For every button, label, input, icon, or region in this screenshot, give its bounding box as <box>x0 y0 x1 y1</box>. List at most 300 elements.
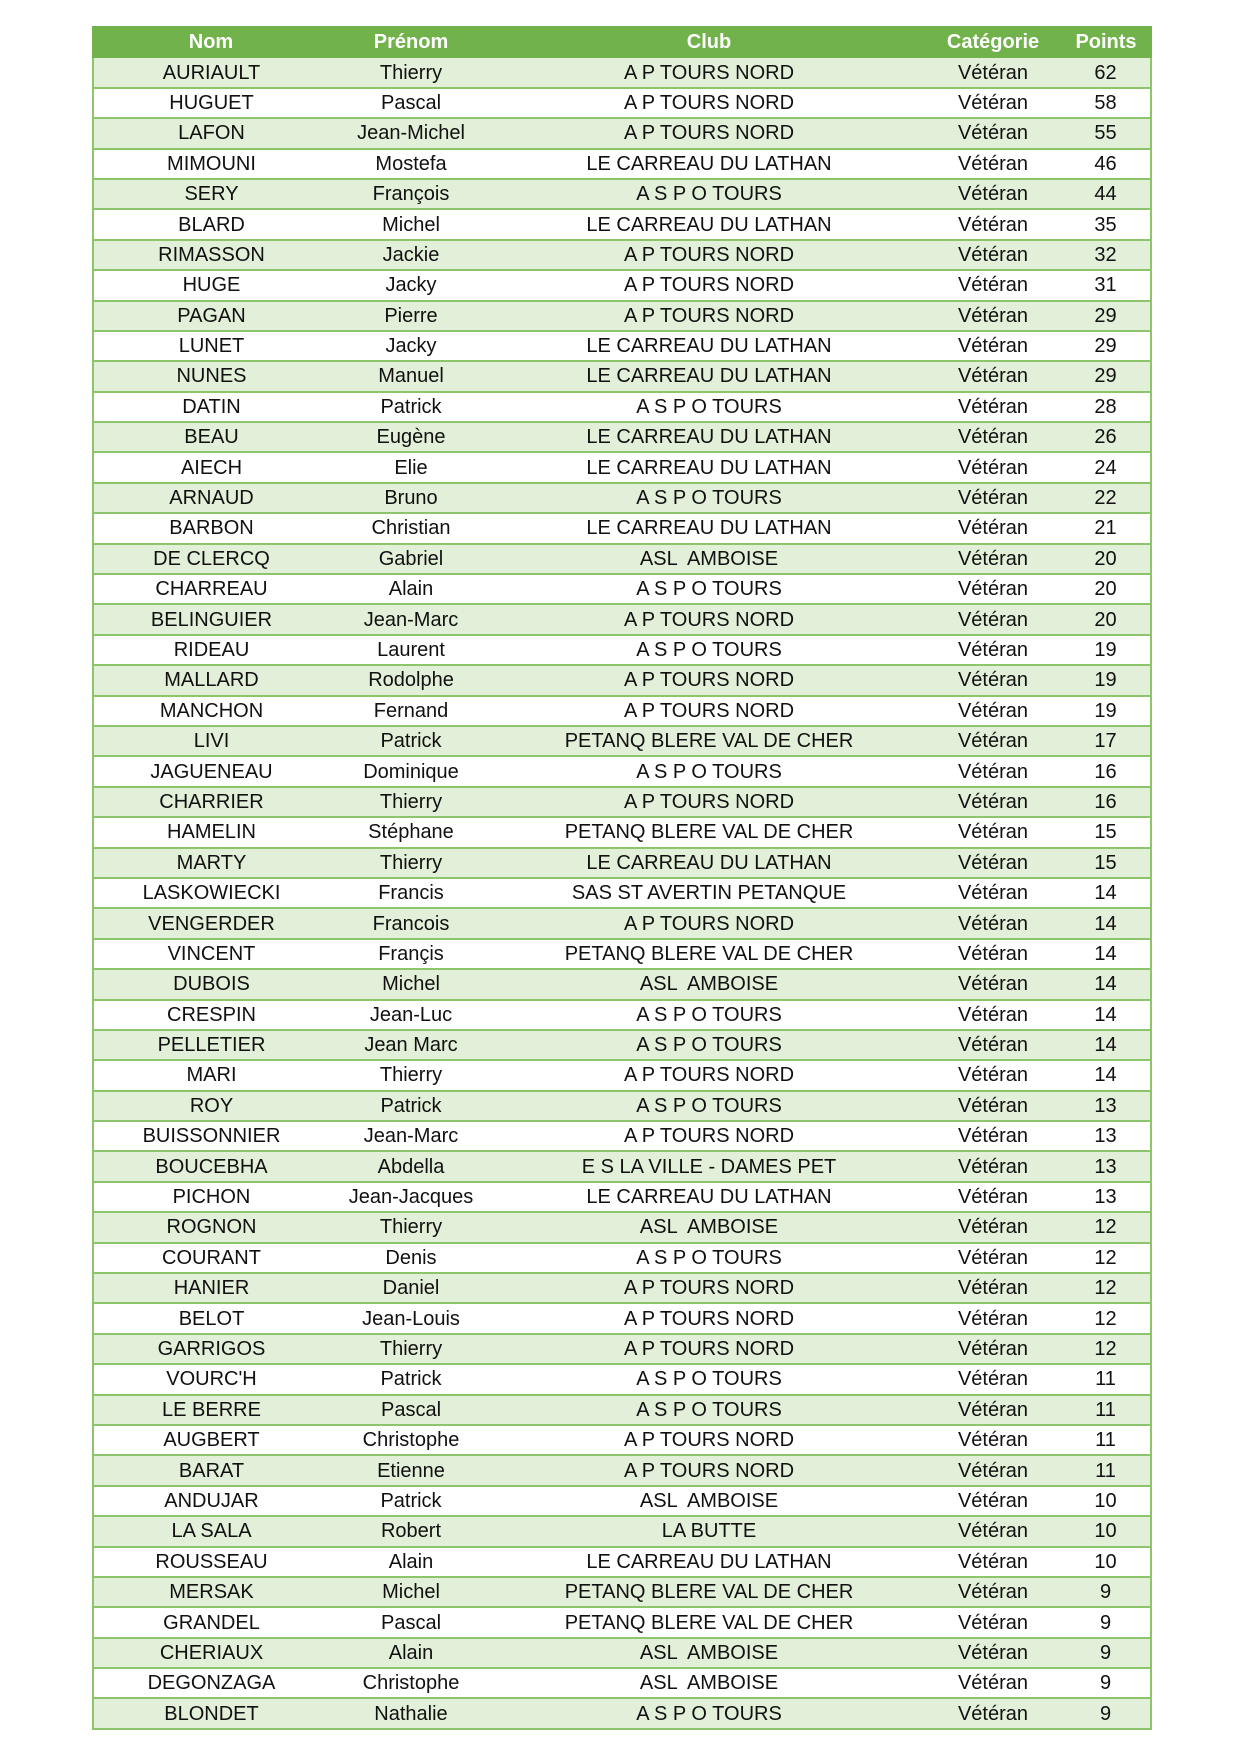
cell-prenom: Nathalie <box>329 1698 493 1728</box>
cell-nom: HAMELIN <box>93 817 329 847</box>
cell-prenom: Alain <box>329 1638 493 1668</box>
cell-points: 24 <box>1061 452 1151 482</box>
cell-categorie: Vétéran <box>925 1243 1061 1273</box>
cell-prenom: Christophe <box>329 1668 493 1698</box>
cell-categorie: Vétéran <box>925 179 1061 209</box>
table-row <box>93 696 1151 726</box>
cell-prenom: Daniel <box>329 1273 493 1303</box>
cell-nom: LA SALA <box>93 1516 329 1546</box>
cell-nom: VOURC'H <box>93 1364 329 1394</box>
cell-prenom: Rodolphe <box>329 665 493 695</box>
header-club: Club <box>493 27 925 57</box>
table-row <box>93 1364 1151 1394</box>
cell-prenom: Robert <box>329 1516 493 1546</box>
cell-nom: BELOT <box>93 1303 329 1333</box>
cell-points: 16 <box>1061 756 1151 786</box>
table-row <box>93 604 1151 634</box>
cell-points: 15 <box>1061 848 1151 878</box>
cell-nom: RIDEAU <box>93 635 329 665</box>
table-row <box>93 1395 1151 1425</box>
cell-nom: DATIN <box>93 392 329 422</box>
cell-nom: LIVI <box>93 726 329 756</box>
cell-points: 13 <box>1061 1121 1151 1151</box>
cell-categorie: Vétéran <box>925 1486 1061 1516</box>
cell-prenom: Michel <box>329 209 493 239</box>
cell-points: 31 <box>1061 270 1151 300</box>
cell-categorie: Vétéran <box>925 878 1061 908</box>
cell-club: PETANQ BLERE VAL DE CHER <box>493 817 925 847</box>
cell-prenom: Thierry <box>329 1060 493 1090</box>
cell-prenom: Patrick <box>329 392 493 422</box>
table-row <box>93 1212 1151 1242</box>
cell-club: LE CARREAU DU LATHAN <box>493 452 925 482</box>
cell-prenom: Thierry <box>329 57 493 87</box>
cell-categorie: Vétéran <box>925 1395 1061 1425</box>
cell-club: A P TOURS NORD <box>493 88 925 118</box>
cell-club: LA BUTTE <box>493 1516 925 1546</box>
cell-club: A P TOURS NORD <box>493 1273 925 1303</box>
cell-categorie: Vétéran <box>925 88 1061 118</box>
cell-points: 20 <box>1061 544 1151 574</box>
cell-categorie: Vétéran <box>925 1577 1061 1607</box>
cell-categorie: Vétéran <box>925 544 1061 574</box>
header-nom: Nom <box>93 27 329 57</box>
cell-points: 12 <box>1061 1273 1151 1303</box>
cell-categorie: Vétéran <box>925 969 1061 999</box>
cell-club: A P TOURS NORD <box>493 1121 925 1151</box>
table-row <box>93 1668 1151 1698</box>
ranking-table <box>92 26 1152 1730</box>
cell-prenom: Pascal <box>329 1607 493 1637</box>
cell-nom: MALLARD <box>93 665 329 695</box>
cell-prenom: Thierry <box>329 787 493 817</box>
cell-nom: MIMOUNI <box>93 149 329 179</box>
cell-prenom: Jackie <box>329 240 493 270</box>
cell-club: A P TOURS NORD <box>493 118 925 148</box>
table-row <box>93 1182 1151 1212</box>
table-row <box>93 969 1151 999</box>
cell-points: 17 <box>1061 726 1151 756</box>
cell-points: 55 <box>1061 118 1151 148</box>
cell-nom: CHARRIER <box>93 787 329 817</box>
table-row <box>93 1334 1151 1364</box>
table-row <box>93 483 1151 513</box>
table-row <box>93 665 1151 695</box>
cell-club: A P TOURS NORD <box>493 301 925 331</box>
cell-club: A P TOURS NORD <box>493 57 925 87</box>
cell-club: A P TOURS NORD <box>493 787 925 817</box>
cell-categorie: Vétéran <box>925 1516 1061 1546</box>
cell-nom: PELLETIER <box>93 1030 329 1060</box>
cell-club: A S P O TOURS <box>493 1698 925 1728</box>
table-row <box>93 1030 1151 1060</box>
cell-nom: HUGE <box>93 270 329 300</box>
cell-categorie: Vétéran <box>925 301 1061 331</box>
cell-club: A P TOURS NORD <box>493 1425 925 1455</box>
cell-nom: PAGAN <box>93 301 329 331</box>
cell-club: LE CARREAU DU LATHAN <box>493 149 925 179</box>
cell-prenom: Alain <box>329 574 493 604</box>
cell-club: A P TOURS NORD <box>493 696 925 726</box>
cell-prenom: Jean-Michel <box>329 118 493 148</box>
cell-categorie: Vétéran <box>925 1455 1061 1485</box>
cell-nom: PICHON <box>93 1182 329 1212</box>
cell-club: ASL AMBOISE <box>493 1638 925 1668</box>
cell-categorie: Vétéran <box>925 240 1061 270</box>
cell-prenom: Alain <box>329 1547 493 1577</box>
cell-points: 62 <box>1061 57 1151 87</box>
cell-points: 29 <box>1061 301 1151 331</box>
cell-club: LE CARREAU DU LATHAN <box>493 1547 925 1577</box>
cell-categorie: Vétéran <box>925 1091 1061 1121</box>
cell-prenom: Patrick <box>329 726 493 756</box>
cell-prenom: Jacky <box>329 331 493 361</box>
cell-points: 12 <box>1061 1243 1151 1273</box>
table-row <box>93 1486 1151 1516</box>
cell-categorie: Vétéran <box>925 1030 1061 1060</box>
cell-points: 20 <box>1061 604 1151 634</box>
cell-nom: AUGBERT <box>93 1425 329 1455</box>
cell-points: 19 <box>1061 665 1151 695</box>
cell-categorie: Vétéran <box>925 270 1061 300</box>
cell-prenom: Jean-Luc <box>329 1000 493 1030</box>
cell-prenom: Pascal <box>329 88 493 118</box>
cell-categorie: Vétéran <box>925 1668 1061 1698</box>
cell-points: 44 <box>1061 179 1151 209</box>
cell-nom: GARRIGOS <box>93 1334 329 1364</box>
cell-club: E S LA VILLE - DAMES PET <box>493 1151 925 1181</box>
table-header <box>93 27 1151 57</box>
table-body <box>93 57 1151 1728</box>
cell-club: PETANQ BLERE VAL DE CHER <box>493 726 925 756</box>
cell-points: 11 <box>1061 1455 1151 1485</box>
cell-club: A S P O TOURS <box>493 635 925 665</box>
table-row <box>93 179 1151 209</box>
table-row <box>93 1091 1151 1121</box>
table-row <box>93 209 1151 239</box>
cell-club: A P TOURS NORD <box>493 1334 925 1364</box>
cell-categorie: Vétéran <box>925 422 1061 452</box>
table-row <box>93 513 1151 543</box>
cell-prenom: Jean-Marc <box>329 604 493 634</box>
cell-points: 26 <box>1061 422 1151 452</box>
cell-categorie: Vétéran <box>925 817 1061 847</box>
cell-nom: ROUSSEAU <box>93 1547 329 1577</box>
cell-points: 35 <box>1061 209 1151 239</box>
table-row <box>93 574 1151 604</box>
table-row <box>93 726 1151 756</box>
cell-prenom: Jean-Louis <box>329 1303 493 1333</box>
cell-points: 21 <box>1061 513 1151 543</box>
table-row <box>93 1273 1151 1303</box>
table-row <box>93 878 1151 908</box>
table-row <box>93 1151 1151 1181</box>
cell-categorie: Vétéran <box>925 604 1061 634</box>
cell-prenom: Jean Marc <box>329 1030 493 1060</box>
cell-nom: VENGERDER <box>93 908 329 938</box>
cell-nom: VINCENT <box>93 939 329 969</box>
cell-club: LE CARREAU DU LATHAN <box>493 848 925 878</box>
cell-prenom: Jacky <box>329 270 493 300</box>
cell-nom: LE BERRE <box>93 1395 329 1425</box>
cell-club: ASL AMBOISE <box>493 1212 925 1242</box>
cell-points: 14 <box>1061 969 1151 999</box>
cell-categorie: Vétéran <box>925 452 1061 482</box>
cell-categorie: Vétéran <box>925 513 1061 543</box>
cell-points: 15 <box>1061 817 1151 847</box>
cell-points: 13 <box>1061 1091 1151 1121</box>
cell-points: 9 <box>1061 1638 1151 1668</box>
cell-nom: CHARREAU <box>93 574 329 604</box>
cell-categorie: Vétéran <box>925 1638 1061 1668</box>
cell-prenom: Christophe <box>329 1425 493 1455</box>
header-prenom: Prénom <box>329 27 493 57</box>
cell-nom: GRANDEL <box>93 1607 329 1637</box>
cell-club: LE CARREAU DU LATHAN <box>493 1182 925 1212</box>
cell-categorie: Vétéran <box>925 665 1061 695</box>
cell-club: ASL AMBOISE <box>493 544 925 574</box>
header-points: Points <box>1061 27 1151 57</box>
cell-prenom: François <box>329 179 493 209</box>
table-row <box>93 1607 1151 1637</box>
cell-points: 46 <box>1061 149 1151 179</box>
cell-categorie: Vétéran <box>925 209 1061 239</box>
cell-nom: COURANT <box>93 1243 329 1273</box>
cell-nom: LAFON <box>93 118 329 148</box>
cell-nom: LUNET <box>93 331 329 361</box>
cell-nom: CRESPIN <box>93 1000 329 1030</box>
cell-prenom: Patrick <box>329 1364 493 1394</box>
cell-points: 11 <box>1061 1425 1151 1455</box>
table-row <box>93 149 1151 179</box>
cell-points: 11 <box>1061 1364 1151 1394</box>
table-row <box>93 1547 1151 1577</box>
table-row <box>93 452 1151 482</box>
table-row <box>93 787 1151 817</box>
cell-points: 12 <box>1061 1212 1151 1242</box>
cell-club: SAS ST AVERTIN PETANQUE <box>493 878 925 908</box>
cell-categorie: Vétéran <box>925 149 1061 179</box>
cell-categorie: Vétéran <box>925 1151 1061 1181</box>
cell-categorie: Vétéran <box>925 1547 1061 1577</box>
cell-prenom: Etienne <box>329 1455 493 1485</box>
table-row <box>93 361 1151 391</box>
cell-prenom: Elie <box>329 452 493 482</box>
cell-club: PETANQ BLERE VAL DE CHER <box>493 939 925 969</box>
cell-club: A S P O TOURS <box>493 1000 925 1030</box>
cell-club: A S P O TOURS <box>493 1364 925 1394</box>
cell-club: A S P O TOURS <box>493 483 925 513</box>
cell-nom: DEGONZAGA <box>93 1668 329 1698</box>
cell-nom: BARBON <box>93 513 329 543</box>
cell-points: 58 <box>1061 88 1151 118</box>
table-row <box>93 544 1151 574</box>
table-row <box>93 939 1151 969</box>
cell-categorie: Vétéran <box>925 1182 1061 1212</box>
cell-points: 16 <box>1061 787 1151 817</box>
cell-points: 9 <box>1061 1698 1151 1728</box>
cell-club: A S P O TOURS <box>493 1395 925 1425</box>
cell-categorie: Vétéran <box>925 118 1061 148</box>
cell-club: LE CARREAU DU LATHAN <box>493 513 925 543</box>
table-row <box>93 331 1151 361</box>
table-row <box>93 1638 1151 1668</box>
cell-points: 32 <box>1061 240 1151 270</box>
cell-prenom: Stéphane <box>329 817 493 847</box>
cell-prenom: Patrick <box>329 1091 493 1121</box>
cell-club: LE CARREAU DU LATHAN <box>493 331 925 361</box>
cell-prenom: Laurent <box>329 635 493 665</box>
cell-nom: ROGNON <box>93 1212 329 1242</box>
cell-nom: CHERIAUX <box>93 1638 329 1668</box>
cell-nom: DUBOIS <box>93 969 329 999</box>
cell-prenom: Patrick <box>329 1486 493 1516</box>
cell-categorie: Vétéran <box>925 1000 1061 1030</box>
table-row <box>93 908 1151 938</box>
cell-points: 14 <box>1061 1030 1151 1060</box>
cell-club: A S P O TOURS <box>493 179 925 209</box>
cell-prenom: Denis <box>329 1243 493 1273</box>
cell-nom: ANDUJAR <box>93 1486 329 1516</box>
cell-points: 10 <box>1061 1486 1151 1516</box>
cell-prenom: Jean-Marc <box>329 1121 493 1151</box>
cell-club: A P TOURS NORD <box>493 665 925 695</box>
cell-nom: BLARD <box>93 209 329 239</box>
cell-prenom: Abdella <box>329 1151 493 1181</box>
cell-categorie: Vétéran <box>925 1334 1061 1364</box>
cell-prenom: Dominique <box>329 756 493 786</box>
cell-points: 12 <box>1061 1334 1151 1364</box>
table-row <box>93 1455 1151 1485</box>
cell-nom: AURIAULT <box>93 57 329 87</box>
table-row <box>93 422 1151 452</box>
header-row <box>93 27 1151 57</box>
cell-nom: LASKOWIECKI <box>93 878 329 908</box>
table-row <box>93 392 1151 422</box>
cell-points: 10 <box>1061 1516 1151 1546</box>
cell-nom: MARI <box>93 1060 329 1090</box>
cell-nom: MANCHON <box>93 696 329 726</box>
cell-prenom: Thierry <box>329 1212 493 1242</box>
cell-club: PETANQ BLERE VAL DE CHER <box>493 1577 925 1607</box>
cell-categorie: Vétéran <box>925 726 1061 756</box>
cell-points: 19 <box>1061 696 1151 726</box>
cell-categorie: Vétéran <box>925 756 1061 786</box>
cell-prenom: Pierre <box>329 301 493 331</box>
cell-points: 11 <box>1061 1395 1151 1425</box>
cell-prenom: Christian <box>329 513 493 543</box>
table-row <box>93 1000 1151 1030</box>
cell-points: 29 <box>1061 361 1151 391</box>
cell-nom: BLONDET <box>93 1698 329 1728</box>
cell-nom: HUGUET <box>93 88 329 118</box>
cell-club: A P TOURS NORD <box>493 270 925 300</box>
cell-prenom: Pascal <box>329 1395 493 1425</box>
table-row <box>93 756 1151 786</box>
cell-club: A S P O TOURS <box>493 756 925 786</box>
cell-nom: ROY <box>93 1091 329 1121</box>
cell-nom: SERY <box>93 179 329 209</box>
table-row <box>93 1577 1151 1607</box>
cell-prenom: Francis <box>329 878 493 908</box>
cell-points: 14 <box>1061 1060 1151 1090</box>
cell-categorie: Vétéran <box>925 908 1061 938</box>
cell-points: 14 <box>1061 939 1151 969</box>
cell-points: 29 <box>1061 331 1151 361</box>
table-row <box>93 635 1151 665</box>
table-row <box>93 1698 1151 1728</box>
cell-categorie: Vétéran <box>925 1698 1061 1728</box>
cell-club: ASL AMBOISE <box>493 969 925 999</box>
table-row <box>93 1303 1151 1333</box>
cell-categorie: Vétéran <box>925 1273 1061 1303</box>
table-row <box>93 1516 1151 1546</box>
header-categorie: Catégorie <box>925 27 1061 57</box>
table-row <box>93 1425 1151 1455</box>
cell-nom: AIECH <box>93 452 329 482</box>
cell-nom: HANIER <box>93 1273 329 1303</box>
cell-categorie: Vétéran <box>925 57 1061 87</box>
cell-categorie: Vétéran <box>925 1425 1061 1455</box>
table-row <box>93 817 1151 847</box>
cell-club: A P TOURS NORD <box>493 1303 925 1333</box>
cell-points: 13 <box>1061 1182 1151 1212</box>
cell-club: A P TOURS NORD <box>493 1060 925 1090</box>
cell-categorie: Vétéran <box>925 1607 1061 1637</box>
cell-club: A S P O TOURS <box>493 574 925 604</box>
cell-categorie: Vétéran <box>925 392 1061 422</box>
cell-prenom: Fernand <box>329 696 493 726</box>
cell-nom: BUISSONNIER <box>93 1121 329 1151</box>
cell-club: LE CARREAU DU LATHAN <box>493 422 925 452</box>
cell-categorie: Vétéran <box>925 848 1061 878</box>
cell-prenom: Thierry <box>329 1334 493 1364</box>
cell-club: A P TOURS NORD <box>493 908 925 938</box>
cell-points: 14 <box>1061 908 1151 938</box>
cell-prenom: Thierry <box>329 848 493 878</box>
cell-points: 14 <box>1061 1000 1151 1030</box>
cell-categorie: Vétéran <box>925 331 1061 361</box>
cell-club: ASL AMBOISE <box>493 1668 925 1698</box>
cell-nom: NUNES <box>93 361 329 391</box>
cell-prenom: Eugène <box>329 422 493 452</box>
table-row <box>93 88 1151 118</box>
cell-categorie: Vétéran <box>925 1212 1061 1242</box>
cell-categorie: Vétéran <box>925 1060 1061 1090</box>
cell-points: 28 <box>1061 392 1151 422</box>
cell-points: 12 <box>1061 1303 1151 1333</box>
cell-club: LE CARREAU DU LATHAN <box>493 209 925 239</box>
cell-nom: MARTY <box>93 848 329 878</box>
cell-club: A S P O TOURS <box>493 392 925 422</box>
cell-prenom: Bruno <box>329 483 493 513</box>
cell-points: 20 <box>1061 574 1151 604</box>
cell-categorie: Vétéran <box>925 787 1061 817</box>
cell-categorie: Vétéran <box>925 1121 1061 1151</box>
cell-points: 19 <box>1061 635 1151 665</box>
cell-categorie: Vétéran <box>925 1364 1061 1394</box>
cell-points: 22 <box>1061 483 1151 513</box>
cell-categorie: Vétéran <box>925 696 1061 726</box>
cell-prenom: Gabriel <box>329 544 493 574</box>
cell-nom: BEAU <box>93 422 329 452</box>
cell-nom: ARNAUD <box>93 483 329 513</box>
cell-categorie: Vétéran <box>925 361 1061 391</box>
cell-nom: MERSAK <box>93 1577 329 1607</box>
cell-prenom: Francois <box>329 908 493 938</box>
table-row <box>93 848 1151 878</box>
cell-prenom: Françis <box>329 939 493 969</box>
